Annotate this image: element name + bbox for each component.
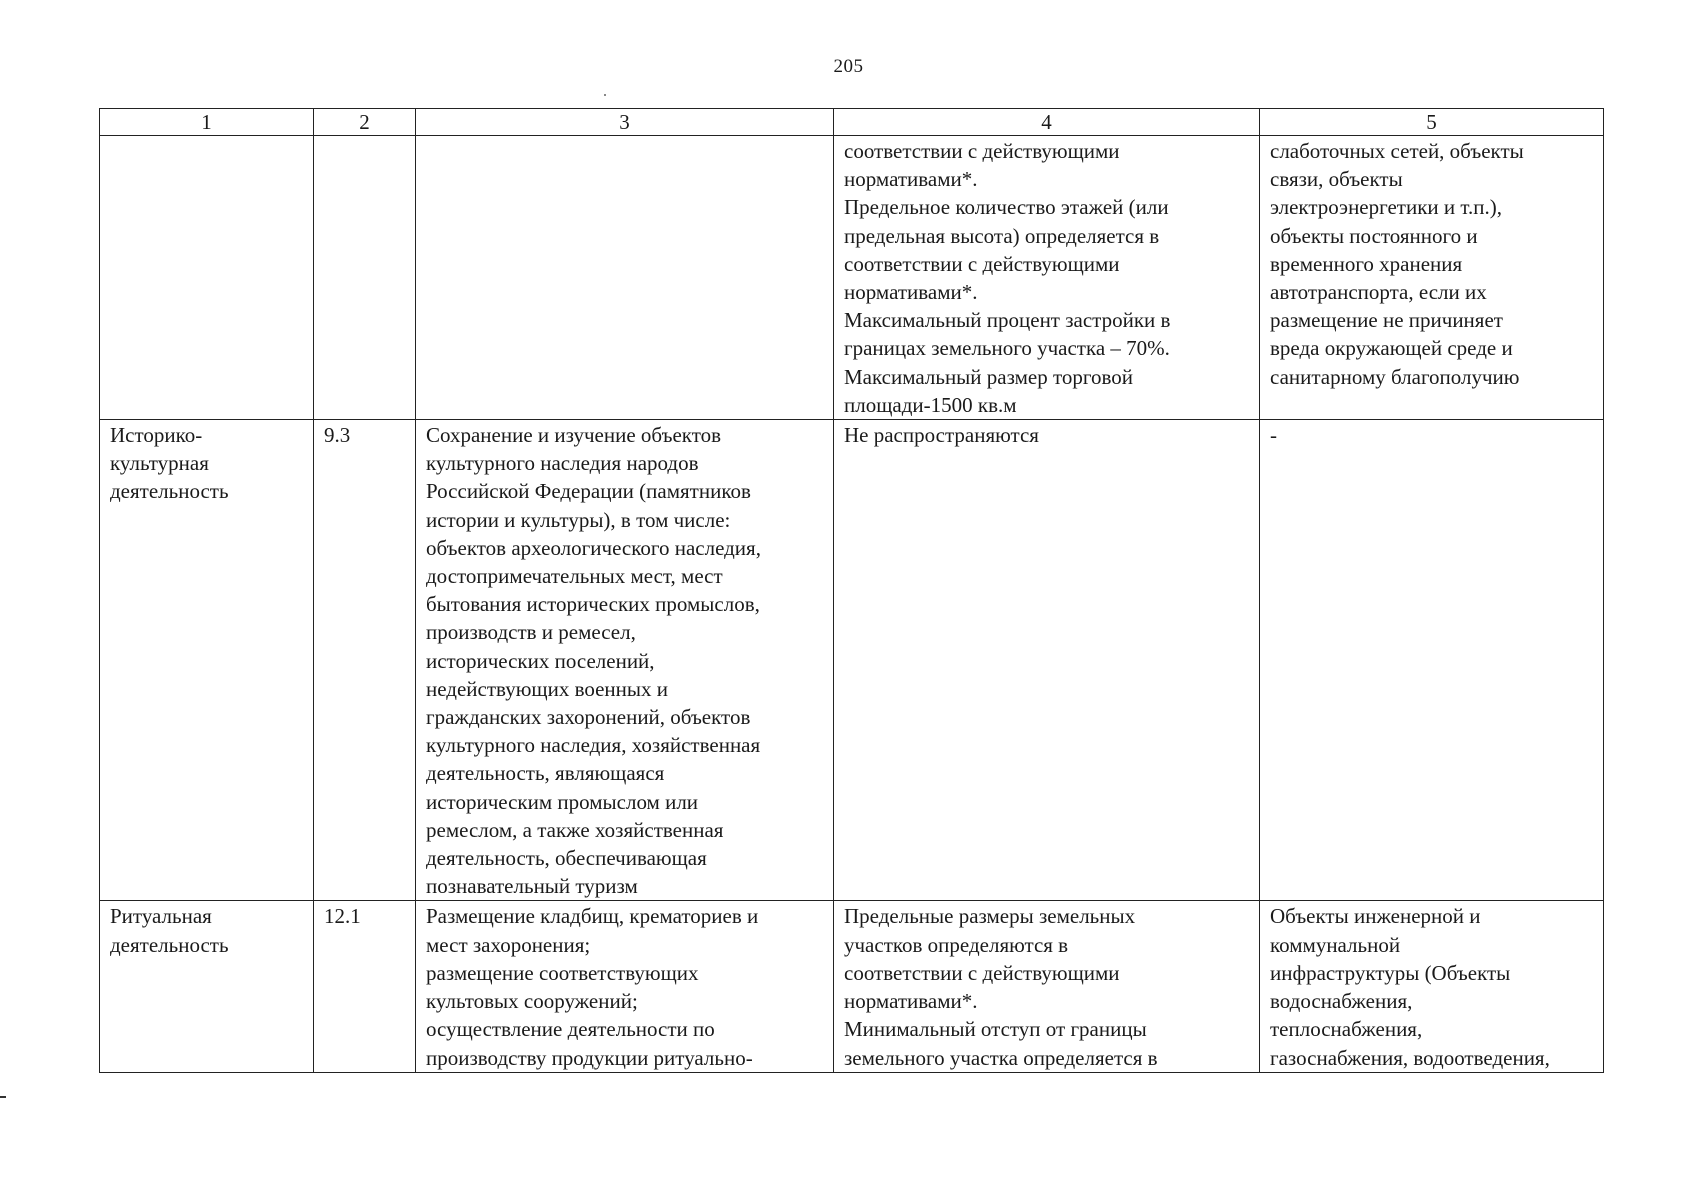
text-line: площади-1500 кв.м [844, 392, 1017, 417]
scan-dot-mark [604, 94, 606, 96]
text-line: Предельное количество этажей (или [844, 195, 1169, 220]
text-line: историческим промыслом или [426, 789, 699, 814]
text-line: Не распространяются [844, 423, 1039, 448]
scan-edge-mark [0, 1096, 6, 1098]
text-line: Максимальный размер торговой [844, 364, 1133, 389]
use-description-cell [416, 901, 834, 1072]
text-line: производств и ремесел, [426, 620, 636, 645]
use-name-cell [100, 136, 314, 420]
text-line: санитарному благополучию [1270, 364, 1520, 389]
use-description-cell [416, 136, 834, 420]
text-line: Сохранение и изучение объектов [426, 423, 722, 448]
text-line: соответствии с действующими [844, 960, 1120, 985]
text-line: истории и культуры), в том числе: [426, 507, 731, 532]
text-line: водоснабжения, [1270, 989, 1413, 1014]
text-line: нормативами*. [844, 989, 978, 1014]
table-row [100, 136, 1604, 420]
text-line: культурная [110, 451, 209, 476]
text-line: деятельность, являющаяся [426, 761, 665, 786]
use-code-cell: 12.1 [314, 901, 416, 1072]
use-name-cell [100, 901, 314, 1072]
table-row [100, 901, 1604, 1072]
column-header-3: 3 [416, 109, 834, 136]
text-line: Размещение кладбищ, крематориев и [426, 904, 759, 929]
column-header-5: 5 [1260, 109, 1604, 136]
text-line: Минимальный отступ от границы [844, 1017, 1147, 1042]
text-line: ремеслом, а также хозяйственная [426, 817, 724, 842]
text-line: недействующих военных и [426, 676, 668, 701]
text-line: размещение не причиняет [1270, 308, 1503, 333]
text-line: мест захоронения; [426, 932, 591, 957]
text-line: соответствии с действующими [844, 139, 1120, 163]
use-code-cell [314, 136, 416, 420]
text-line: культурного наследия народов [426, 451, 699, 476]
text-line: познавательный туризм [426, 874, 638, 899]
parameters-cell [834, 136, 1260, 420]
parameters-cell [834, 420, 1260, 901]
auxiliary-uses-cell [1260, 420, 1604, 901]
text-line: достопримечательных мест, мест [426, 564, 723, 589]
text-line: участков определяются в [844, 932, 1069, 957]
column-header-4: 4 [834, 109, 1260, 136]
table-row [100, 420, 1604, 901]
text-line: культовых сооружений; [426, 989, 638, 1014]
text-line: Предельные размеры земельных [844, 904, 1136, 929]
use-name-cell [100, 420, 314, 901]
text-line: границах земельного участка – 70%. [844, 336, 1170, 361]
use-code-cell: 9.3 [314, 420, 416, 901]
text-line: производству продукции ритуально- [426, 1045, 753, 1070]
text-line: автотранспорта, если их [1270, 280, 1487, 305]
text-line: культурного наследия, хозяйственная [426, 733, 761, 758]
text-line: нормативами*. [844, 280, 978, 305]
text-line: теплоснабжения, [1270, 1017, 1423, 1042]
text-line: - [1270, 423, 1277, 448]
text-line: исторических поселений, [426, 648, 655, 673]
text-line: бытования исторических промыслов, [426, 592, 760, 617]
text-line: гражданских захоронений, объектов [426, 705, 751, 730]
text-line: размещение соответствующих [426, 960, 699, 985]
column-header-2: 2 [314, 109, 416, 136]
text-line: Объекты инженерной и [1270, 904, 1481, 929]
text-line: объекты постоянного и [1270, 223, 1478, 248]
table-header-row [100, 109, 1604, 136]
text-line: временного хранения [1270, 251, 1463, 276]
text-line: Российской Федерации (памятников [426, 479, 751, 504]
text-line: связи, объекты [1270, 167, 1403, 192]
text-line: вреда окружающей среде и [1270, 336, 1513, 361]
text-line: электроэнергетики и т.п.), [1270, 195, 1502, 220]
text-line: нормативами*. [844, 167, 978, 192]
auxiliary-uses-cell [1260, 136, 1604, 420]
text-line: соответствии с действующими [844, 251, 1120, 276]
text-line: деятельность, обеспечивающая [426, 846, 707, 871]
auxiliary-uses-cell [1260, 901, 1604, 1072]
text-line: Максимальный процент застройки в [844, 308, 1171, 333]
text-line: деятельность [110, 479, 229, 504]
text-line: объектов археологического наследия, [426, 535, 761, 560]
text-line: Историко- [110, 423, 203, 448]
page-number: 205 [833, 56, 864, 77]
regulations-table [99, 108, 1604, 1073]
text-line: Ритуальная [110, 904, 212, 929]
text-line: инфраструктуры (Объекты [1270, 960, 1511, 985]
text-line: деятельность [110, 932, 229, 957]
text-line: коммунальной [1270, 932, 1401, 957]
text-line: газоснабжения, водоотведения, [1270, 1045, 1550, 1070]
column-header-1: 1 [100, 109, 314, 136]
text-line: слаботочных сетей, объекты [1270, 139, 1524, 163]
text-line: земельного участка определяется в [844, 1045, 1158, 1070]
text-line: предельная высота) определяется в [844, 223, 1160, 248]
parameters-cell [834, 901, 1260, 1072]
use-description-cell [416, 420, 834, 901]
text-line: осуществление деятельности по [426, 1017, 715, 1042]
